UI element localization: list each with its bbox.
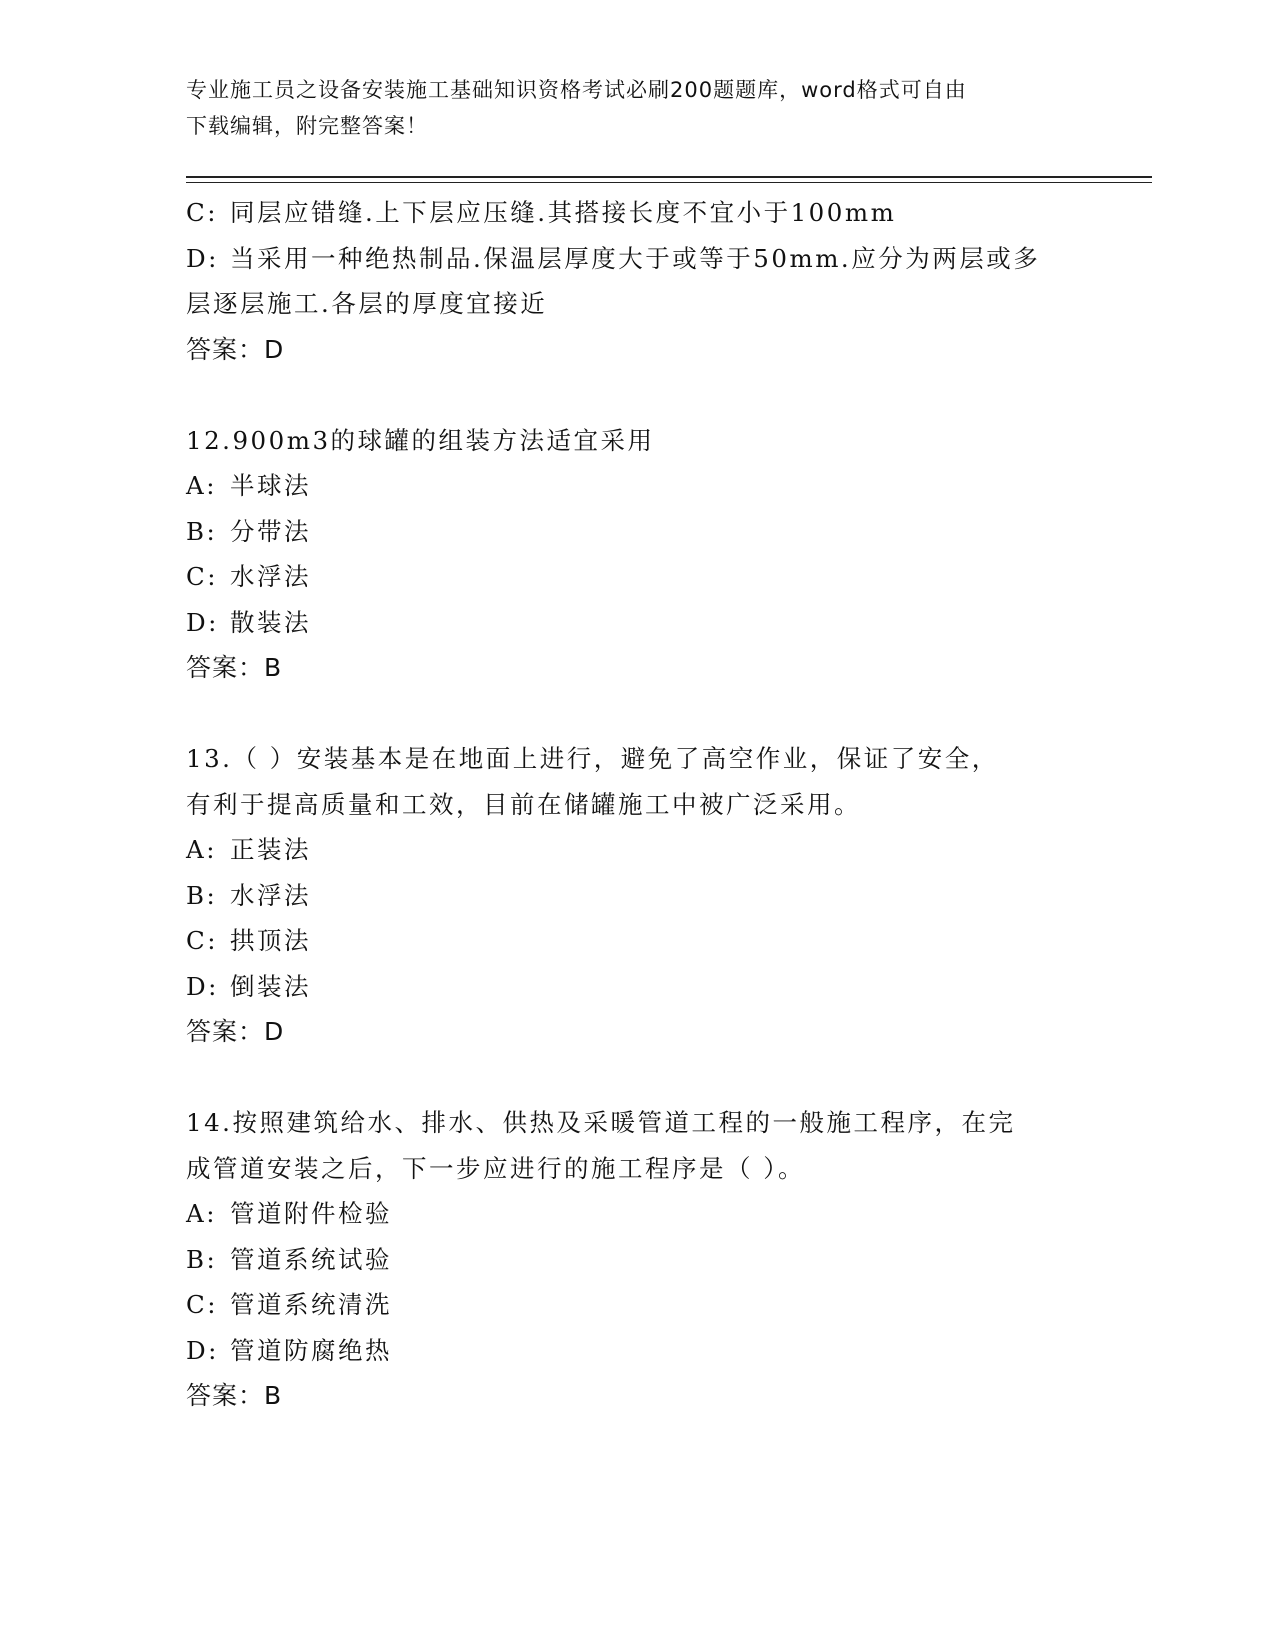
- option-key: A:: [186, 835, 217, 864]
- option-key: C:: [186, 198, 219, 227]
- q14-option-a: [186, 1191, 1086, 1237]
- option-text: 半球法: [230, 471, 311, 500]
- q14-stem-line2: 成管道安装之后，下一步应进行的施工程序是（ ）。: [186, 1153, 806, 1183]
- option-key: A:: [186, 1199, 217, 1228]
- option-text: 管道附件检验: [230, 1199, 392, 1228]
- q11-option-d-line2: 层逐层施工.各层的厚度宜接近: [186, 289, 548, 318]
- q13-stem-line1: 13.（ ）安装基本是在地面上进行，避免了高空作业，保证了安全，: [186, 744, 999, 773]
- q12-option-c: [186, 554, 1086, 600]
- q13-option-d: [186, 964, 1086, 1010]
- document-header: [186, 72, 1066, 144]
- option-text: 拱顶法: [230, 926, 311, 955]
- q11-option-c: [186, 190, 1086, 236]
- option-key: D:: [186, 607, 219, 637]
- header-line-1: 专业施工员之设备安装施工基础知识资格考试必刷200题题库，word格式可自由: [186, 78, 967, 102]
- q12-answer: 答案：B: [186, 653, 283, 682]
- q13-option-b: [186, 873, 1086, 919]
- q14-option-d: [186, 1328, 1086, 1374]
- spacer: [186, 372, 1086, 418]
- q12-option-b: [186, 509, 1086, 555]
- question-content: [186, 190, 1086, 1419]
- option-text: 分带法: [230, 516, 311, 546]
- q11-answer: 答案：D: [186, 334, 285, 364]
- option-key: D:: [186, 243, 219, 273]
- header-divider: [186, 176, 1152, 178]
- option-text: 当采用一种绝热制品.保温层厚度大于或等于50mm.应分为两层或多: [230, 243, 1041, 273]
- q12-stem: 12.900m3的球罐的组装方法适宜采用: [186, 425, 655, 455]
- q13-option-a: [186, 827, 1086, 873]
- header-divider-thin: [186, 182, 1152, 183]
- header-line-2: 下载编辑，附完整答案！: [186, 114, 428, 138]
- option-text: 水浮法: [230, 562, 311, 591]
- option-text: 正装法: [230, 835, 311, 864]
- option-key: C:: [186, 562, 219, 591]
- q12-option-d: [186, 600, 1086, 646]
- option-text: 管道系统试验: [230, 1244, 392, 1274]
- q14-option-b: [186, 1237, 1086, 1283]
- q13-answer: 答案：D: [186, 1017, 285, 1046]
- option-text: 散装法: [230, 607, 311, 637]
- option-text: 水浮法: [230, 880, 311, 910]
- option-key: A:: [186, 471, 217, 500]
- option-key: D:: [186, 971, 219, 1001]
- spacer: [186, 1055, 1086, 1101]
- q12-option-a: [186, 463, 1086, 509]
- option-text: 同层应错缝.上下层应压缝.其搭接长度不宜小于100mm: [230, 198, 897, 227]
- option-key: B:: [186, 516, 218, 546]
- option-key: D:: [186, 1335, 219, 1365]
- q11-option-d-line1: [186, 236, 1086, 282]
- q14-stem-line1: 14.按照建筑给水、排水、供热及采暖管道工程的一般施工程序，在完: [186, 1108, 1016, 1137]
- option-text: 管道系统清洗: [230, 1290, 392, 1319]
- option-key: B:: [186, 880, 218, 910]
- option-text: 倒装法: [230, 971, 311, 1001]
- q14-option-c: [186, 1282, 1086, 1328]
- option-key: C:: [186, 1290, 219, 1319]
- q13-option-c: [186, 918, 1086, 964]
- q14-answer: 答案：B: [186, 1381, 283, 1410]
- spacer: [186, 691, 1086, 737]
- q13-stem-line2: 有利于提高质量和工效，目前在储罐施工中被广泛采用。: [186, 789, 861, 819]
- option-text: 管道防腐绝热: [230, 1335, 392, 1365]
- option-key: B:: [186, 1244, 218, 1274]
- option-key: C:: [186, 926, 219, 955]
